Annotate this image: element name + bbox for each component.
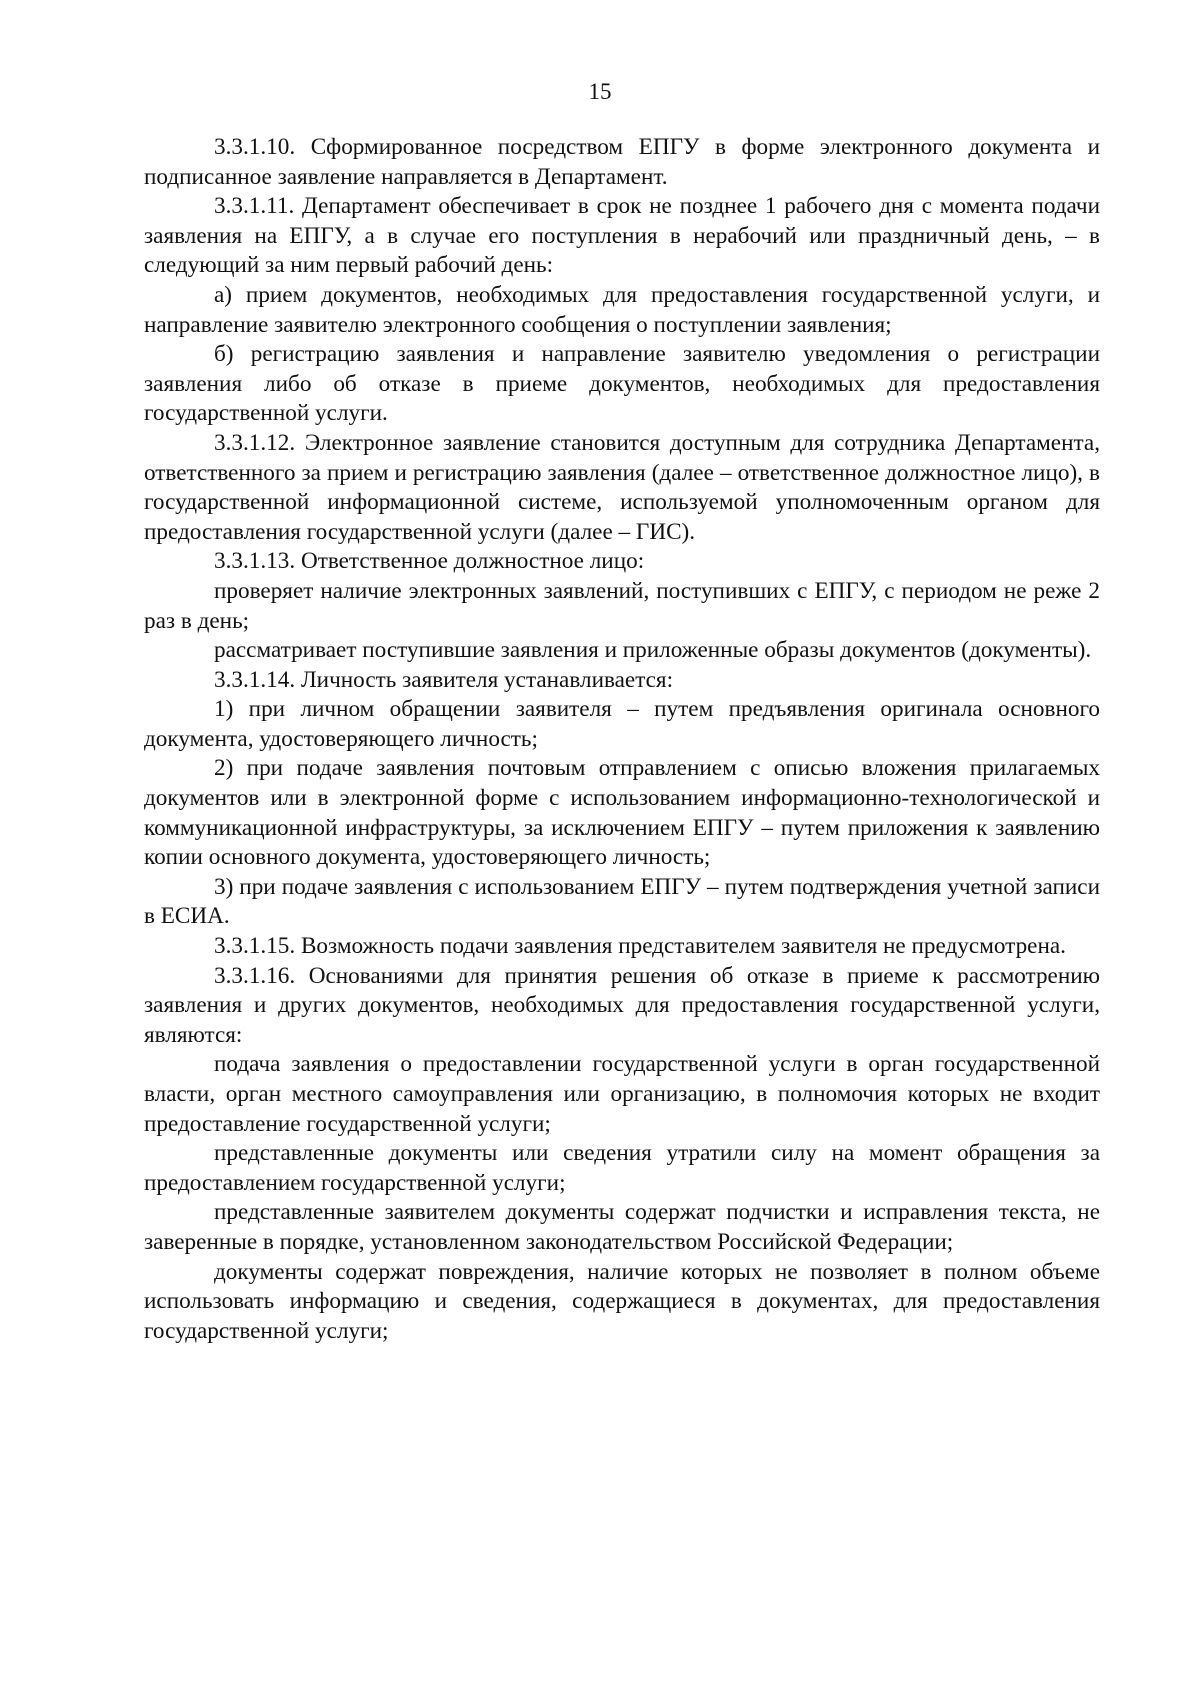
paragraph-item-3: 3) при подаче заявления с использованием ЕПГУ – путем подтверждения учетной записи в ЕСИА. [144, 873, 1100, 930]
paragraph-3-3-1-10: 3.3.1.10. Сформированное посредством ЕПГУ в форме электронного документа и подписанное заявление направляется в Департамент. [144, 134, 1100, 190]
paragraph-3-3-1-16: 3.3.1.16. Основаниями для принятия решения об отказе в приеме к рассмотрению заявления и других документов, необходимых для предоставления государственной услуги, являются: [144, 962, 1100, 1048]
paragraph-refusal-ground-3: представленные заявителем документы содержат подчистки и исправления текста, не заверенные в порядке, установленном законодательством Российской Федерации; [144, 1199, 1100, 1255]
paragraph-3-3-1-12: 3.3.1.12. Электронное заявление становится доступным для сотрудника Департамента, ответственного за прием и регистрацию заявления (далее – ответственное должностное лицо), в государственной информационной системе, используемой уполномоченным органом для предоставления государственной услуги (далее – ГИС). [144, 429, 1100, 545]
document-body [144, 133, 1100, 1346]
page-number: 15 [588, 79, 612, 104]
paragraph-3-3-1-15: 3.3.1.15. Возможность подачи заявления представителем заявителя не предусмотрена. [214, 933, 1066, 960]
paragraph-item-a: а) прием документов, необходимых для предоставления государственной услуги, и направление заявителю электронного сообщения о поступлении заявления; [144, 281, 1100, 338]
paragraph-refusal-ground-2: представленные документы или сведения утратили силу на момент обращения за предоставлением государственной услуги; [144, 1140, 1100, 1196]
paragraph-item-1: 1) при личном обращении заявителя – путем предъявления оригинала основного документа, удостоверяющего личность; [144, 696, 1100, 752]
paragraph-item-2: 2) при подаче заявления почтовым отправлением с описью вложения прилагаемых документов или в электронной форме с использованием информационно-технологической и коммуникационной инфраструктуры, за исключением ЕПГУ – путем приложения к заявлению копии основного документа, удостоверяющего личность; [144, 755, 1100, 871]
paragraph-reviews-applications: рассматривает поступившие заявления и приложенные образы документов (документы). [214, 637, 1092, 664]
paragraph-checks-applications: проверяет наличие электронных заявлений, поступивших с ЕПГУ, с периодом не реже 2 раз в день; [144, 577, 1100, 634]
paragraph-item-b: б) регистрацию заявления и направление заявителю уведомления о регистрации заявления либо об отказе в приеме документов, необходимых для предоставления государственной услуги. [144, 341, 1100, 427]
paragraph-refusal-ground-1: подача заявления о предоставлении государственной услуги в орган государственной власти, орган местного самоуправления или организацию, в полномочия которых не входит предоставление государственной услуги; [144, 1051, 1100, 1137]
paragraph-3-3-1-14: 3.3.1.14. Личность заявителя устанавливается: [214, 666, 674, 693]
paragraph-3-3-1-13: 3.3.1.13. Ответственное должностное лицо: [214, 548, 645, 575]
paragraph-3-3-1-11: 3.3.1.11. Департамент обеспечивает в срок не позднее 1 рабочего дня с момента подачи заявления на ЕПГУ, а в случае его поступления в нерабочий или праздничный день, – в следующий за ним первый рабочий день: [144, 193, 1100, 279]
paragraph-refusal-ground-4: документы содержат повреждения, наличие которых не позволяет в полном объеме использовать информацию и сведения, содержащиеся в документах, для предоставления государственной услуги; [144, 1258, 1100, 1344]
